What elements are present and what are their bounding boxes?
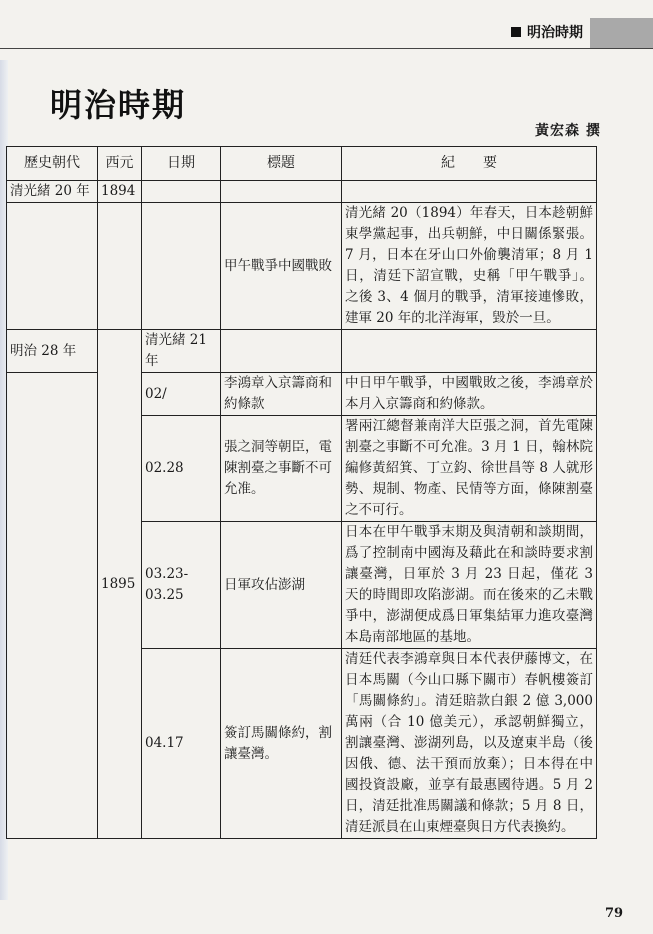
date-cell: 02.28 [142,416,221,522]
table-header-row [7,147,597,181]
table-row [7,373,597,416]
summary-cell [342,330,597,373]
column-header-summary: 紀 要 [342,147,597,181]
column-header-year: 西元 [98,147,142,181]
title-cell: 簽訂馬關條約，割讓臺灣。 [221,649,342,839]
header-rule [0,48,653,49]
page-title: 明治時期 [50,86,187,124]
column-header-date: 日期 [142,147,221,181]
summary-cell: 清廷代表李鴻章與日本代表伊藤博文，在日本馬關（今山口縣下關市）春帆樓簽訂「馬關條約」。清廷賠款白銀 2 億 3,000 萬兩（合 10 億美元），承認朝鮮獨立，割讓臺灣、澎湖列島，以及遼東半島（後因俄、德、法干預而放棄）；日本得在中國投資設廠，並享有最惠國待遇。5 月 2 日，清廷批准馬關議和條款；5 月 8 日，清廷派員在山東煙臺與日方代表換約。 [342,649,597,839]
summary-cell: 署兩江總督兼南洋大臣張之洞，首先電陳割臺之事斷不可允准。3 月 1 日，翰林院編修黃紹箕、丁立鈞、徐世昌等 8 人就形勢、規制、物產、民情等方面，條陳割臺之不可行。 [342,416,597,522]
table-row [7,330,597,373]
square-bullet-icon [511,27,521,37]
title-cell [221,330,342,373]
date-cell: 02/ [142,373,221,416]
title-cell: 日軍攻佔澎湖 [221,522,342,649]
date-cell: 清光緒 21 年 [142,330,221,373]
title-cell: 張之洞等朝臣，電陳割臺之事斷不可允准。 [221,416,342,522]
summary-cell: 清光緒 20（1894）年春天，日本趁朝鮮東學黨起事，出兵朝鮮，中日關係緊張。7 月，日本在牙山口外偷襲清軍；8 月 1 日，清廷下詔宣戰，史稱「甲午戰爭」。之後 3、4 個月的戰爭，清軍接連慘敗，建軍 20 年的北洋海軍，毀於一旦。 [342,203,597,330]
column-header-era: 歷史朝代 [7,147,98,181]
date-cell: 03.23-03.25 [142,522,221,649]
date-cell: 04.17 [142,649,221,839]
table-row [7,181,597,203]
summary-cell: 中日甲午戰爭，中國戰敗之後，李鴻章於本月入京籌商和約條款。 [342,373,597,416]
header-gray-block [590,18,653,48]
date-cell [142,203,221,330]
page-number: 79 [605,906,624,921]
year-cell [98,203,142,330]
year-cell: 1895 [98,330,142,839]
year-cell: 1894 [98,181,142,203]
author-credit: 黃宏森 撰 [535,123,601,139]
era-cell [7,373,98,839]
summary-cell [342,181,597,203]
chronology-table [6,146,597,839]
table-row [7,203,597,330]
era-cell [7,203,98,330]
summary-cell: 日本在甲午戰爭末期及與清朝和談期間，爲了控制南中國海及藉此在和談時要求割讓臺灣，日軍於 3 月 23 日起，僅花 3 天的時間即攻陷澎湖。而在後來的乙未戰爭中，澎湖便成爲日軍集結軍力進攻臺灣本島南部地區的基地。 [342,522,597,649]
title-cell: 甲午戰爭中國戰敗 [221,203,342,330]
section-tag: 明治時期 [527,25,583,41]
era-cell: 明治 28 年 [7,330,98,373]
title-cell [221,181,342,203]
title-cell: 李鴻章入京籌商和約條款 [221,373,342,416]
date-cell [142,181,221,203]
section-header-tab [507,18,587,46]
column-header-title: 標題 [221,147,342,181]
era-cell: 清光緒 20 年 [7,181,98,203]
